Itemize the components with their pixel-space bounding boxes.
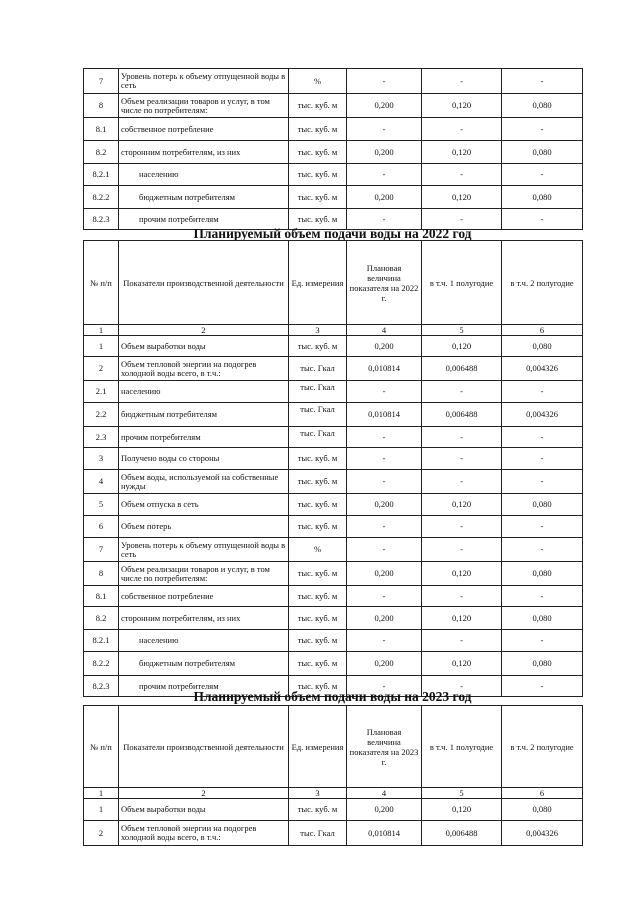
row-unit: тыс. куб. м xyxy=(289,118,347,141)
row-h2: - xyxy=(502,676,583,697)
row-unit: тыс. куб. м xyxy=(289,209,347,230)
row-name: Объем отпуска в сеть xyxy=(119,494,289,516)
table-header-row xyxy=(84,706,583,788)
row-name: собственное потребление xyxy=(119,118,289,141)
row-h2: 0,080 xyxy=(502,141,583,164)
row-unit: тыс. куб. м xyxy=(289,470,347,494)
row-num: 8.1 xyxy=(84,118,119,141)
row-h2: - xyxy=(502,118,583,141)
row-name: собственное потребление xyxy=(119,586,289,607)
row-h1: 0,120 xyxy=(422,652,502,676)
row-num: 2.2 xyxy=(84,403,119,427)
header-name: Показатели производственной деятельности xyxy=(119,706,289,788)
row-num: 1 xyxy=(84,336,119,357)
row-h1: - xyxy=(422,516,502,538)
col-number: 1 xyxy=(84,788,119,799)
row-h1: 0,006488 xyxy=(422,821,502,846)
table-row xyxy=(84,652,583,676)
row-unit: тыс. Гкал xyxy=(289,381,347,403)
table-row xyxy=(84,381,583,403)
section-title-2022: Планируемый объем подачи воды на 2022 год xyxy=(193,226,472,241)
row-h2: - xyxy=(502,427,583,448)
row-h1: 0,120 xyxy=(422,141,502,164)
table-2022-wrap xyxy=(83,240,582,697)
row-h1: - xyxy=(422,586,502,607)
col-number: 3 xyxy=(289,325,347,336)
table-2022 xyxy=(83,240,583,697)
row-h1: 0,120 xyxy=(422,494,502,516)
row-num: 8.2.2 xyxy=(84,186,119,209)
table-row xyxy=(84,336,583,357)
row-name: сторонним потребителям, из них xyxy=(119,141,289,164)
row-num: 8.2.3 xyxy=(84,676,119,697)
row-h2: - xyxy=(502,516,583,538)
row-unit: тыс. куб. м xyxy=(289,494,347,516)
row-name: бюджетным потребителям xyxy=(119,186,289,209)
table-row xyxy=(84,494,583,516)
row-h1: 0,120 xyxy=(422,94,502,118)
row-name: Объем потерь xyxy=(119,516,289,538)
header-h1: в т.ч. 1 полугодие xyxy=(422,706,502,788)
table-header-row xyxy=(84,241,583,325)
row-name: Объем выработки воды xyxy=(119,799,289,821)
header-unit: Ед. измерения xyxy=(289,706,347,788)
table-2023 xyxy=(83,705,583,846)
table-row xyxy=(84,69,583,94)
row-h2: 0,080 xyxy=(502,652,583,676)
table-row xyxy=(84,427,583,448)
row-plan: - xyxy=(347,630,422,652)
row-num: 8 xyxy=(84,562,119,586)
col-number: 5 xyxy=(422,788,502,799)
row-plan: - xyxy=(347,381,422,403)
row-unit: тыс. куб. м xyxy=(289,141,347,164)
col-number: 2 xyxy=(119,788,289,799)
row-num: 2 xyxy=(84,821,119,846)
row-unit: % xyxy=(289,538,347,562)
row-h2: - xyxy=(502,164,583,186)
table-top xyxy=(83,68,583,230)
col-number: 6 xyxy=(502,325,583,336)
row-h1: - xyxy=(422,427,502,448)
row-h1: - xyxy=(422,538,502,562)
row-h1: - xyxy=(422,164,502,186)
row-name: бюджетным потребителям xyxy=(119,403,289,427)
row-h1: 0,120 xyxy=(422,607,502,630)
row-num: 3 xyxy=(84,448,119,470)
row-h1: 0,006488 xyxy=(422,403,502,427)
row-name: Получено воды со стороны xyxy=(119,448,289,470)
header-num: № п/п xyxy=(84,706,119,788)
table-row xyxy=(84,630,583,652)
row-unit: тыс. Гкал xyxy=(289,821,347,846)
table-row xyxy=(84,607,583,630)
table-row xyxy=(84,164,583,186)
row-h1: - xyxy=(422,69,502,94)
row-h2: 0,080 xyxy=(502,94,583,118)
row-num: 8.2.1 xyxy=(84,164,119,186)
row-num: 8.2 xyxy=(84,141,119,164)
col-number: 1 xyxy=(84,325,119,336)
row-name: Уровень потерь к объему отпущенной воды в сеть xyxy=(119,69,289,94)
row-name: бюджетным потребителям xyxy=(119,652,289,676)
row-unit: тыс. куб. м xyxy=(289,676,347,697)
row-plan: - xyxy=(347,470,422,494)
row-num: 7 xyxy=(84,538,119,562)
row-h2: 0,080 xyxy=(502,336,583,357)
row-h2: - xyxy=(502,470,583,494)
col-number: 3 xyxy=(289,788,347,799)
row-unit: тыс. куб. м xyxy=(289,516,347,538)
row-num: 7 xyxy=(84,69,119,94)
table-row xyxy=(84,538,583,562)
row-h2: 0,004326 xyxy=(502,403,583,427)
table-row xyxy=(84,448,583,470)
row-plan: 0,200 xyxy=(347,141,422,164)
row-num: 2.3 xyxy=(84,427,119,448)
row-plan: - xyxy=(347,538,422,562)
row-plan: 0,200 xyxy=(347,336,422,357)
table-row xyxy=(84,186,583,209)
row-name: Объем тепловой энергии на подогрев холодной воды всего, в т.ч.: xyxy=(119,821,289,846)
row-num: 8.2 xyxy=(84,607,119,630)
row-num: 2.1 xyxy=(84,381,119,403)
row-name: населению xyxy=(119,381,289,403)
header-h2: в т.ч. 2 полугодие xyxy=(502,241,583,325)
row-h1: - xyxy=(422,676,502,697)
row-h2: - xyxy=(502,381,583,403)
row-plan: - xyxy=(347,448,422,470)
row-unit: тыс. куб. м xyxy=(289,336,347,357)
row-h2: - xyxy=(502,630,583,652)
header-unit: Ед. измерения xyxy=(289,241,347,325)
row-h1: - xyxy=(422,448,502,470)
row-name: населению xyxy=(119,164,289,186)
table-row xyxy=(84,516,583,538)
row-plan: 0,200 xyxy=(347,652,422,676)
row-unit: тыс. Гкал xyxy=(289,357,347,381)
table-row xyxy=(84,470,583,494)
header-h2: в т.ч. 2 полугодие xyxy=(502,706,583,788)
section-title-2023: Планируемый объем подачи воды на 2023 год xyxy=(193,689,472,704)
table-2023-wrap xyxy=(83,705,582,846)
row-h2: - xyxy=(502,209,583,230)
table-row xyxy=(84,94,583,118)
row-h1: 0,120 xyxy=(422,562,502,586)
row-plan: 0,200 xyxy=(347,562,422,586)
row-plan: 0,200 xyxy=(347,607,422,630)
row-name: прочим потребителям xyxy=(119,209,289,230)
row-plan: 0,010814 xyxy=(347,357,422,381)
row-unit: тыс. куб. м xyxy=(289,607,347,630)
row-plan: 0,010814 xyxy=(347,821,422,846)
row-plan: - xyxy=(347,516,422,538)
table-row xyxy=(84,586,583,607)
row-h2: 0,080 xyxy=(502,494,583,516)
row-name: Объем реализации товаров и услуг, в том числе по потребителям: xyxy=(119,94,289,118)
row-plan: - xyxy=(347,118,422,141)
row-h2: 0,080 xyxy=(502,562,583,586)
header-plan: Плановая величина показателя на 2022 г. xyxy=(347,241,422,325)
row-unit: тыс. куб. м xyxy=(289,448,347,470)
row-num: 2 xyxy=(84,357,119,381)
row-h1: - xyxy=(422,381,502,403)
row-plan: 0,200 xyxy=(347,494,422,516)
row-plan: - xyxy=(347,209,422,230)
row-plan: - xyxy=(347,676,422,697)
row-unit: тыс. куб. м xyxy=(289,586,347,607)
row-h2: - xyxy=(502,69,583,94)
row-h2: 0,004326 xyxy=(502,821,583,846)
row-plan: 0,200 xyxy=(347,799,422,821)
row-h2: 0,080 xyxy=(502,607,583,630)
table-row xyxy=(84,357,583,381)
table-row xyxy=(84,118,583,141)
row-num: 8.2.3 xyxy=(84,209,119,230)
column-number-row xyxy=(84,788,583,799)
table-row xyxy=(84,141,583,164)
table-row xyxy=(84,821,583,846)
row-unit: тыс. куб. м xyxy=(289,652,347,676)
row-h1: - xyxy=(422,470,502,494)
row-plan: 0,200 xyxy=(347,186,422,209)
row-plan: 0,010814 xyxy=(347,403,422,427)
row-name: прочим потребителям xyxy=(119,427,289,448)
row-plan: - xyxy=(347,427,422,448)
row-plan: - xyxy=(347,69,422,94)
row-num: 1 xyxy=(84,799,119,821)
row-num: 8 xyxy=(84,94,119,118)
row-unit: тыс. куб. м xyxy=(289,164,347,186)
row-num: 8.2.2 xyxy=(84,652,119,676)
row-name: Объем тепловой энергии на подогрев холодной воды всего, в т.ч.: xyxy=(119,357,289,381)
row-num: 8.2.1 xyxy=(84,630,119,652)
column-number-row xyxy=(84,325,583,336)
row-h1: - xyxy=(422,630,502,652)
row-h2: - xyxy=(502,538,583,562)
col-number: 4 xyxy=(347,788,422,799)
row-plan: - xyxy=(347,164,422,186)
row-num: 5 xyxy=(84,494,119,516)
row-h1: 0,006488 xyxy=(422,357,502,381)
row-name: прочим потребителям xyxy=(119,676,289,697)
row-num: 8.1 xyxy=(84,586,119,607)
row-plan: - xyxy=(347,586,422,607)
row-name: Объем реализации товаров и услуг, в том числе по потребителям: xyxy=(119,562,289,586)
header-h1: в т.ч. 1 полугодие xyxy=(422,241,502,325)
row-h2: 0,080 xyxy=(502,799,583,821)
row-num: 6 xyxy=(84,516,119,538)
row-h2: - xyxy=(502,586,583,607)
row-unit: тыс. куб. м xyxy=(289,562,347,586)
col-number: 5 xyxy=(422,325,502,336)
header-plan: Плановая величина показателя на 2023 г. xyxy=(347,706,422,788)
col-number: 4 xyxy=(347,325,422,336)
row-h2: 0,004326 xyxy=(502,357,583,381)
row-unit: тыс. куб. м xyxy=(289,799,347,821)
table-row xyxy=(84,799,583,821)
col-number: 6 xyxy=(502,788,583,799)
row-h1: 0,120 xyxy=(422,186,502,209)
row-name: сторонним потребителям, из них xyxy=(119,607,289,630)
row-h1: - xyxy=(422,209,502,230)
row-unit: тыс. куб. м xyxy=(289,630,347,652)
row-h1: 0,120 xyxy=(422,799,502,821)
row-unit: % xyxy=(289,69,347,94)
row-h2: 0,080 xyxy=(502,186,583,209)
row-num: 4 xyxy=(84,470,119,494)
table-top-continuation xyxy=(83,68,582,230)
row-h1: - xyxy=(422,118,502,141)
row-unit: тыс. куб. м xyxy=(289,94,347,118)
row-unit: тыс. Гкал xyxy=(289,403,347,427)
row-name: населению xyxy=(119,630,289,652)
header-num: № п/п xyxy=(84,241,119,325)
row-unit: тыс. Гкал xyxy=(289,427,347,448)
row-plan: 0,200 xyxy=(347,94,422,118)
header-name: Показатели производственной деятельности xyxy=(119,241,289,325)
row-name: Уровень потерь к объему отпущенной воды в сеть xyxy=(119,538,289,562)
table-row xyxy=(84,403,583,427)
row-h1: 0,120 xyxy=(422,336,502,357)
row-name: Объем воды, используемой на собственные нужды xyxy=(119,470,289,494)
row-h2: - xyxy=(502,448,583,470)
row-unit: тыс. куб. м xyxy=(289,186,347,209)
row-name: Объем выработки воды xyxy=(119,336,289,357)
table-row xyxy=(84,562,583,586)
col-number: 2 xyxy=(119,325,289,336)
